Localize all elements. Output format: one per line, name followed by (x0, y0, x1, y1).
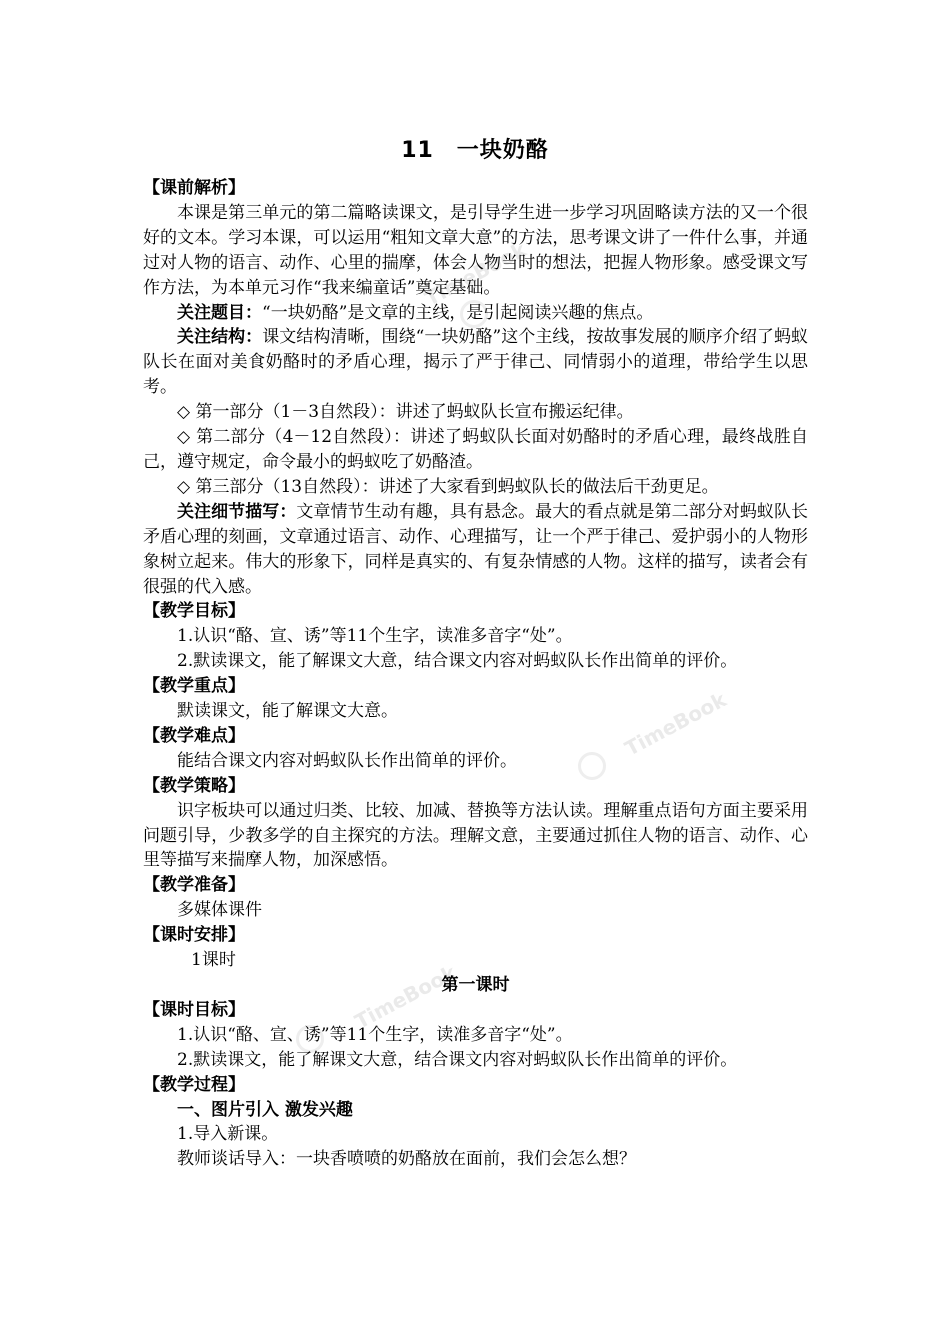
paragraph (143, 500, 808, 600)
list-item: 1.认识“酪、宣、诱”等11个生字，读准多音字“处”。 (177, 1024, 573, 1045)
section-heading: 【教学重点】 (143, 676, 245, 697)
paragraph-text: “一块奶酪”是文章的主线，是引起阅读兴趣的焦点。 (262, 302, 654, 323)
list-item: ◇ 第二部分（4－12自然段）：讲述了蚂蚁队长面对奶酪时的矛盾心理，最终战胜自己，遵守规定，命令最小的蚂蚁吃了奶酪渣。 (143, 427, 808, 472)
paragraph-lead: 关注结构： (177, 327, 263, 348)
list-item: 1.导入新课。 (177, 1124, 279, 1145)
lesson-title: 第一课时 (441, 975, 510, 995)
page-title: 11 一块奶酪 (401, 138, 549, 163)
paragraph-text: 课文结构清晰，围绕“一块奶酪”这个主线，按故事发展的顺序介绍了蚂蚁队长在面对美食奶酪时的矛盾心理，揭示了严于律己、同情弱小的道理，带给学生以思考。 (143, 327, 808, 398)
document-body (143, 176, 808, 1172)
list-item: ◇ 第三部分（13自然段）：讲述了大家看到蚂蚁队长的做法后干劲更足。 (177, 476, 719, 497)
paragraph (143, 301, 808, 326)
paragraph: 1课时 (191, 950, 236, 971)
paragraph (143, 325, 808, 400)
list-item: 2.默读课文，能了解课文大意，结合课文内容对蚂蚁队长作出简单的评价。 (177, 1049, 738, 1070)
paragraph-lead: 关注题目： (177, 302, 262, 323)
section-heading: 【教学目标】 (143, 601, 245, 622)
section-heading: 【课时目标】 (143, 999, 245, 1020)
paragraph: 多媒体课件 (177, 900, 262, 921)
paragraph: 本课是第三单元的第二篇略读课文，是引导学生进一步学习巩固略读方法的又一个很好的文本。学习本课，可以运用“粗知文章大意”的方法，思考课文讲了一件什么事，并通过对人物的语言、动作、心里的揣摩，体会人物当时的想法，把握人物形象。感受课文写作方法，为本单元习作“我来编童话”奠定基础。 (143, 202, 808, 298)
watermark-text: TimeBook (350, 960, 461, 1034)
section-heading: 【教学准备】 (143, 875, 245, 896)
section-heading: 【教学策略】 (143, 775, 245, 796)
section-heading: 【课时安排】 (143, 925, 245, 946)
list-item: ◇ 第一部分（1－3自然段）：讲述了蚂蚁队长宣布搬运纪律。 (177, 402, 634, 423)
paragraph: 识字板块可以通过归类、比较、加减、替换等方法认读。理解重点语句方面主要采用问题引导，少教多学的自主探究的方法。理解文意，主要通过抓住人物的语言、动作、心里等描写来揣摩人物，加深感悟。 (143, 800, 808, 871)
paragraph: 默读课文，能了解课文大意。 (177, 701, 398, 722)
section-heading: 【课前解析】 (143, 178, 245, 198)
watermark-text: TimeBook (420, 237, 531, 311)
section-heading: 【教学难点】 (143, 725, 245, 746)
paragraph: 教师谈话导入：一块香喷喷的奶酪放在面前，我们会怎么想？ (177, 1149, 636, 1170)
section-heading: 【教学过程】 (143, 1074, 245, 1095)
paragraph-text: 文章情节生动有趣，具有悬念。最大的看点就是第二部分对蚂蚁队长矛盾心理的刻画，文章通过语言、动作、心理描写，让一个严于律己、爱护弱小的人物形象树立起来。伟大的形象下，同样是真实的、有复杂情感的人物。这样的描写，读者会有很强的代入感。 (143, 501, 809, 597)
paragraph-lead: 关注细节描写： (177, 501, 297, 522)
sub-heading: 一、图片引入 激发兴趣 (177, 1099, 353, 1120)
list-item: 1.认识“酪、宣、诱”等11个生字，读准多音字“处”。 (177, 626, 573, 647)
paragraph: 能结合课文内容对蚂蚁队长作出简单的评价。 (177, 750, 517, 771)
list-item: 2.默读课文，能了解课文大意，结合课文内容对蚂蚁队长作出简单的评价。 (177, 651, 738, 672)
watermark-text: TimeBook (620, 687, 731, 761)
